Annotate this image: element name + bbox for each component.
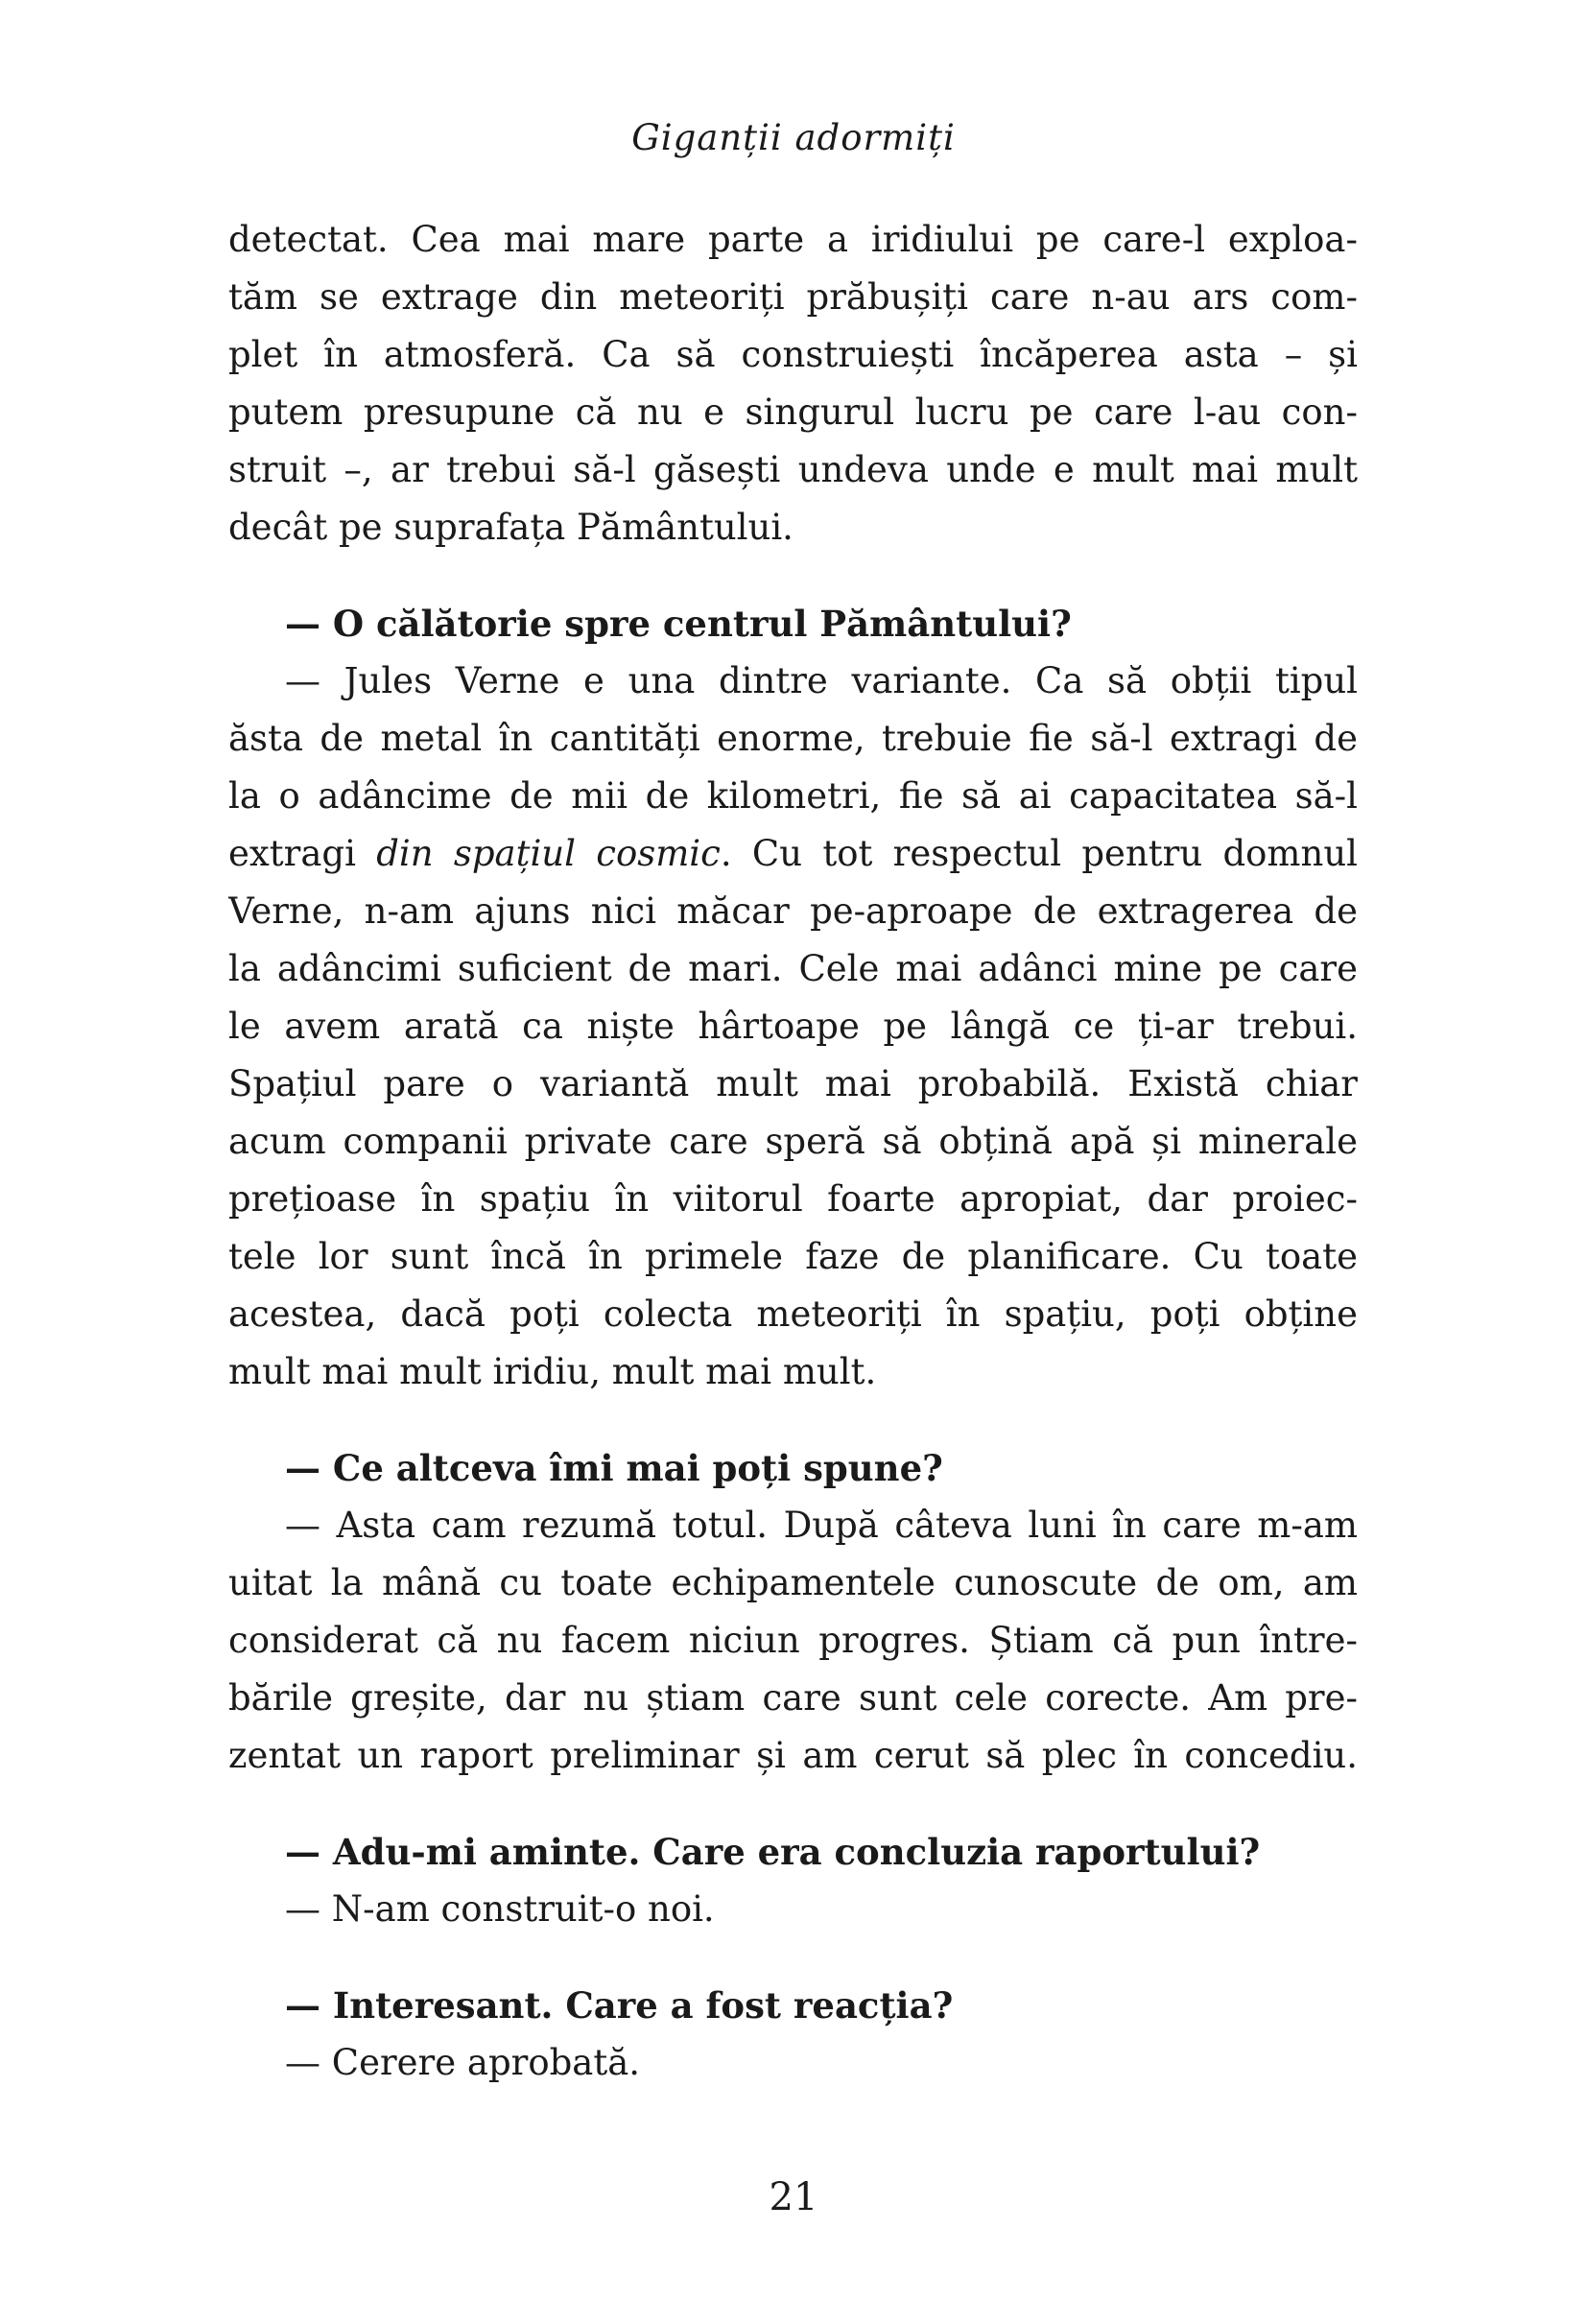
text-line: la o adâncime de mii de kilometri, fie să ai capacitatea să-l xyxy=(228,775,1358,817)
text-line: tele lor sunt încă în primele faze de planificare. Cu toate xyxy=(228,1236,1358,1277)
text-line: plet în atmosferă. Ca să construiești încăperea asta – și xyxy=(228,334,1358,375)
dialogue-block xyxy=(228,1439,1358,1785)
text-line: zentat un raport preliminar și am cerut să plec în concediu. xyxy=(228,1735,1358,1776)
text-line: struit –, ar trebui să-l găsești undeva unde e mult mai mult xyxy=(228,449,1358,490)
text-line: putem presupune că nu e singurul lucru pe care l-au con- xyxy=(228,391,1358,433)
dialogue-question-line: — Interesant. Care a fost reacția? xyxy=(285,1984,954,2027)
running-header: Giganții adormiți xyxy=(631,117,956,158)
text-line: bările greșite, dar nu știam care sunt cele corecte. Am pre- xyxy=(228,1677,1358,1719)
text-line: prețioase în spațiu în viitorul foarte apropiat, dar proiec- xyxy=(228,1178,1358,1220)
text-line: — Jules Verne e una dintre variante. Ca să obții tipul xyxy=(285,660,1358,701)
text-line: la adâncimi suficient de mari. Cele mai adânci mine pe care xyxy=(228,948,1358,989)
text-line: mult mai mult iridiu, mult mai mult. xyxy=(228,1351,877,1392)
text-segment: . Cu tot respectul pentru domnul xyxy=(720,833,1358,874)
paragraph xyxy=(228,211,1358,557)
dialogue-question-line: — Ce altceva îmi mai poți spune? xyxy=(285,1447,943,1489)
dialogue-answer-line: — Cerere aprobată. xyxy=(285,2042,641,2083)
text-line: Verne, n-am ajuns nici măcar pe-aproape de extragerea de xyxy=(228,890,1358,932)
text-line: decât pe suprafața Pământului. xyxy=(228,507,794,548)
page-number: 21 xyxy=(769,2175,818,2219)
text-line: Spațiul pare o variantă mult mai probabilă. Există chiar xyxy=(228,1063,1358,1104)
dialogue-answer-line: — N-am construit-o noi. xyxy=(285,1888,715,1930)
text-line: le avem arată ca niște hârtoape pe lângă ce ți-ar trebui. xyxy=(228,1006,1358,1047)
text-line: acum companii private care speră să obțină apă și minerale xyxy=(228,1121,1358,1162)
italic-segment: din spațiul cosmic xyxy=(376,833,721,874)
text-line: considerat că nu facem niciun progres. Știam că pun între- xyxy=(228,1620,1358,1661)
text-line: ăsta de metal în cantități enorme, trebuie fie să-l extragi de xyxy=(228,718,1358,759)
text-line: tăm se extrage din meteoriți prăbușiți care n-au ars com- xyxy=(228,276,1358,318)
dialogue-question-line: — Adu-mi aminte. Care era concluzia raportului? xyxy=(285,1831,1261,1873)
dialogue-block xyxy=(228,1823,1358,1938)
dialogue-block xyxy=(228,595,1358,1401)
text-line: acestea, dacă poți colecta meteoriți în spațiu, poți obține xyxy=(228,1293,1358,1335)
text-segment: extragi xyxy=(228,833,377,874)
dialogue-question-line: — O călătorie spre centrul Pământului? xyxy=(285,603,1072,645)
text-line: uitat la mână cu toate echipamentele cunoscute de om, am xyxy=(228,1562,1358,1603)
dialogue-block xyxy=(228,1977,1358,2092)
page-content xyxy=(228,211,1358,2092)
text-line: detectat. Cea mai mare parte a iridiului pe care-l exploa- xyxy=(228,219,1358,260)
text-line: — Asta cam rezumă totul. După câteva luni în care m-am xyxy=(285,1505,1358,1546)
text-line-with-italic xyxy=(228,825,1358,883)
